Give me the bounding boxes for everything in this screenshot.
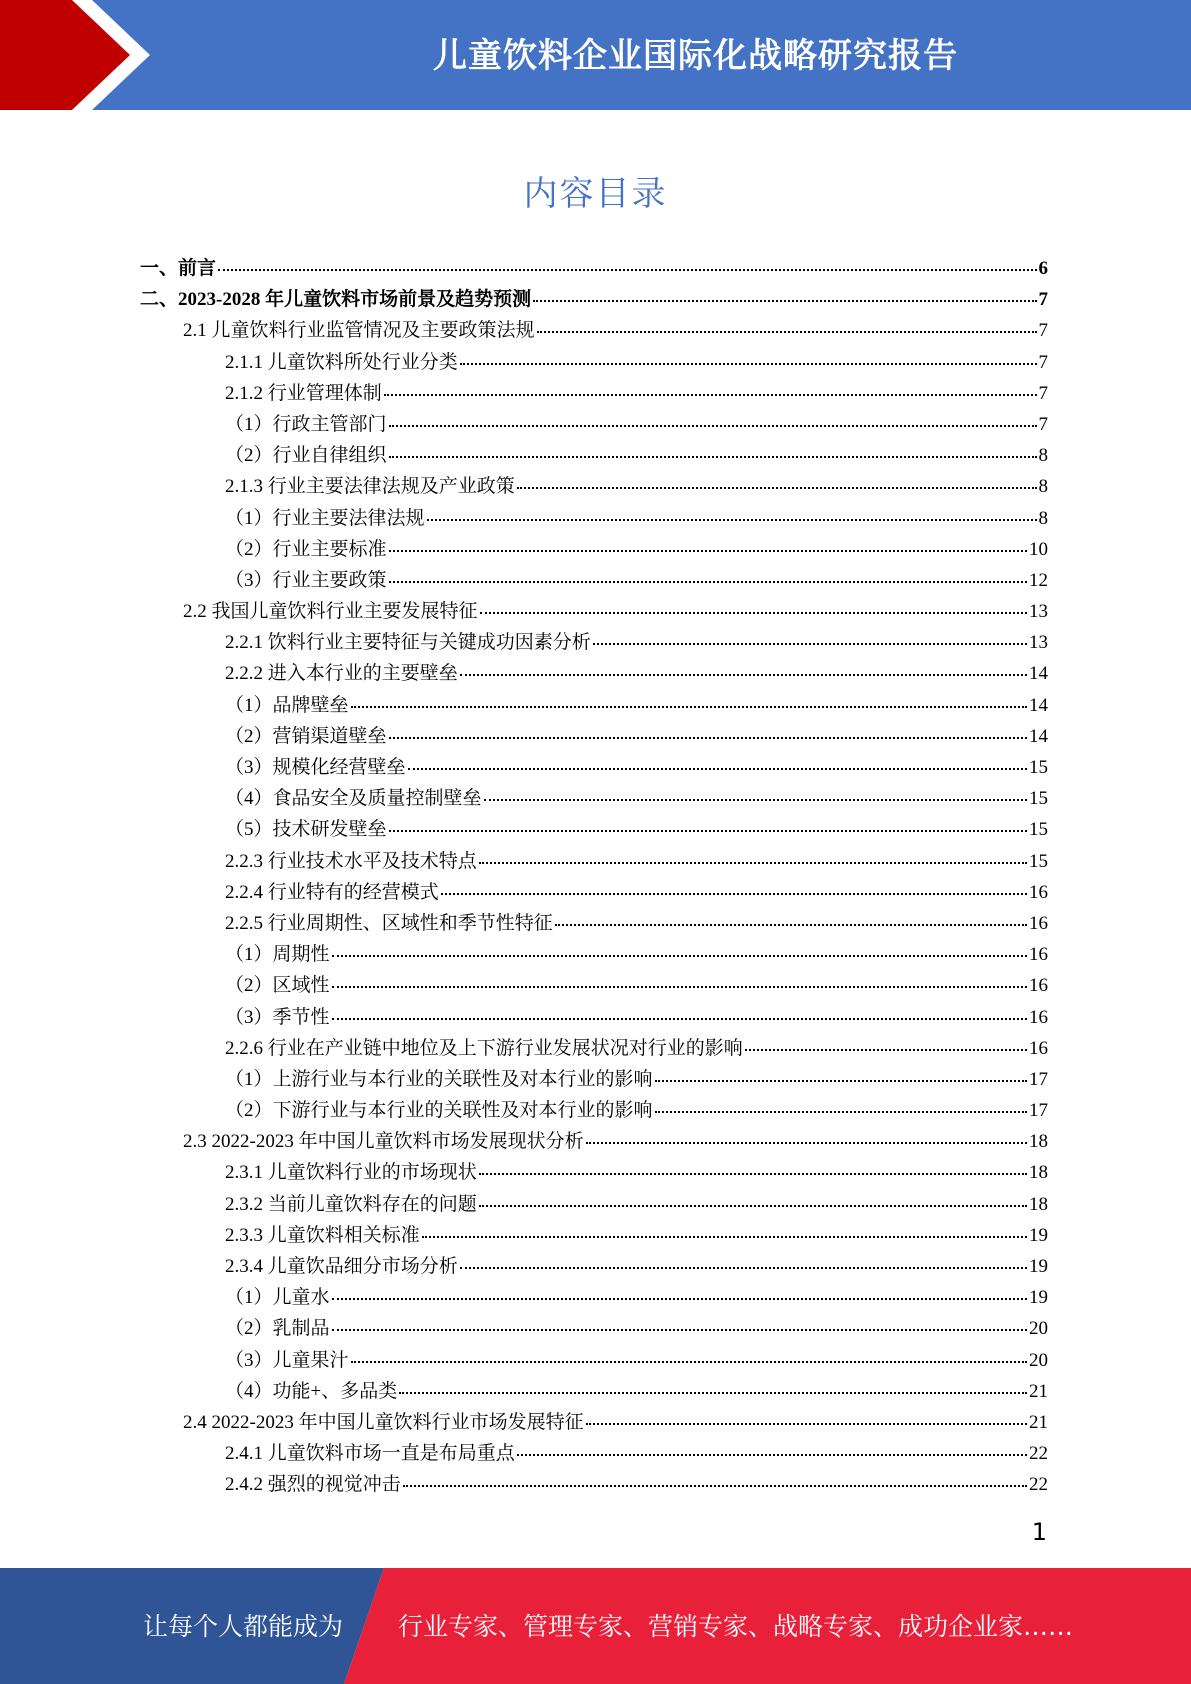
toc-dot-leader <box>332 953 1027 957</box>
toc-entry-title: 2.3.1 儿童饮料行业的市场现状 <box>225 1162 477 1184</box>
toc-dot-leader <box>408 766 1027 770</box>
toc-entry-page: 7 <box>1038 351 1048 373</box>
toc-entry[interactable] <box>140 658 1048 689</box>
toc-entry-title: （2）行业主要标准 <box>225 538 387 560</box>
toc-entry[interactable] <box>140 1469 1048 1500</box>
toc-entry-page: 22 <box>1029 1443 1048 1465</box>
toc-entry[interactable] <box>140 721 1048 752</box>
toc-entry-page: 8 <box>1038 476 1048 498</box>
toc-dot-leader <box>332 984 1027 988</box>
toc-entry-page: 16 <box>1029 975 1048 997</box>
toc-entry-page: 21 <box>1029 1411 1048 1433</box>
toc-entry-title: （2）营销渠道壁垒 <box>225 725 387 747</box>
toc-dot-leader <box>460 361 1037 365</box>
toc-entry[interactable] <box>140 970 1048 1001</box>
toc-entry-page: 19 <box>1029 1287 1048 1309</box>
toc-entry-title: 2.2.3 行业技术水平及技术特点 <box>225 850 477 872</box>
toc-dot-leader <box>218 267 1036 271</box>
toc-entry-title: 2.2.4 行业特有的经营模式 <box>225 881 439 903</box>
toc-entry-page: 7 <box>1038 320 1048 342</box>
toc-entry[interactable] <box>140 1126 1048 1157</box>
toc-dot-leader <box>332 1327 1027 1331</box>
toc-dot-leader <box>332 1016 1027 1020</box>
toc-entry-page: 7 <box>1038 413 1048 435</box>
toc-entry-page: 7 <box>1038 289 1048 311</box>
toc-entry-title: 2.1 儿童饮料行业监管情况及主要政策法规 <box>183 320 535 342</box>
toc-entry-title: 2.1.2 行业管理体制 <box>225 382 382 404</box>
toc-dot-leader <box>389 454 1037 458</box>
toc-entry-title: 二、2023-2028 年儿童饮料市场前景及趋势预测 <box>140 289 532 311</box>
report-title: 儿童饮料企业国际化战略研究报告 <box>433 36 958 76</box>
toc-entry-title: （1）周期性 <box>225 944 330 966</box>
toc-dot-leader <box>389 548 1027 552</box>
toc-entry-title: 2.2.6 行业在产业链中地位及上下游行业发展状况对行业的影响 <box>225 1037 743 1059</box>
toc-entry-title: 2.2.1 饮料行业主要特征与关键成功因素分析 <box>225 632 591 654</box>
toc-dot-leader <box>586 1140 1027 1144</box>
toc-dot-leader <box>460 1265 1027 1269</box>
toc-entry[interactable] <box>140 783 1048 814</box>
toc-entry-page: 8 <box>1038 507 1048 529</box>
toc-entry[interactable] <box>140 503 1048 534</box>
toc-dot-leader <box>384 392 1037 396</box>
toc-entry[interactable] <box>140 596 1048 627</box>
toc-entry-title: 一、前言 <box>140 258 217 279</box>
toc-dot-leader <box>389 735 1027 739</box>
page-number: 1 <box>1031 1518 1047 1546</box>
toc-dot-leader <box>427 517 1037 521</box>
toc-entry[interactable] <box>140 347 1048 378</box>
toc-entry-page: 17 <box>1029 1100 1048 1122</box>
toc-dot-leader <box>441 891 1027 895</box>
toc-entry[interactable] <box>140 752 1048 783</box>
toc-entry-title: （1）品牌壁垒 <box>225 694 349 716</box>
toc-entry[interactable] <box>140 315 1048 346</box>
toc-entry-page: 13 <box>1029 632 1048 654</box>
toc-entry[interactable] <box>140 378 1048 409</box>
toc-dot-leader <box>479 860 1027 864</box>
toc-entry-page: 22 <box>1029 1474 1048 1496</box>
toc-entry-title: 2.1.3 行业主要法律法规及产业政策 <box>225 476 515 498</box>
toc-entry[interactable] <box>140 1064 1048 1095</box>
toc-entry[interactable] <box>140 565 1048 596</box>
header-band <box>0 0 1191 110</box>
toc-entry-page: 16 <box>1029 1006 1048 1028</box>
toc-entry-page: 14 <box>1029 663 1048 685</box>
toc-entry-title: （3）儿童果汁 <box>225 1349 349 1371</box>
toc-entry-page: 18 <box>1029 1162 1048 1184</box>
toc-entry-page: 16 <box>1029 1037 1048 1059</box>
toc-entry-page: 16 <box>1029 881 1048 903</box>
toc-dot-leader <box>593 641 1027 645</box>
toc-entry[interactable] <box>140 471 1048 502</box>
toc-dot-leader <box>517 1452 1027 1456</box>
toc-entry-title: （2）下游行业与本行业的关联性及对本行业的影响 <box>225 1100 653 1122</box>
toc-entry-page: 19 <box>1029 1224 1048 1246</box>
toc-entry-title: （4）食品安全及质量控制壁垒 <box>225 788 482 810</box>
toc-entry-title: 2.4.2 强烈的视觉冲击 <box>225 1474 401 1496</box>
toc-entry-page: 20 <box>1029 1349 1048 1371</box>
toc-entry[interactable] <box>140 939 1048 970</box>
toc-entry[interactable] <box>140 627 1048 658</box>
toc-dot-leader <box>655 1109 1027 1113</box>
toc-entry[interactable] <box>140 1220 1048 1251</box>
toc-entry-page: 16 <box>1029 944 1048 966</box>
toc-entry-title: 2.2 我国儿童饮料行业主要发展特征 <box>183 601 478 623</box>
toc-dot-leader <box>537 329 1037 333</box>
toc-dot-leader <box>351 1359 1027 1363</box>
toc-entry[interactable] <box>140 284 1048 315</box>
toc-entry-page: 19 <box>1029 1256 1048 1277</box>
toc-entry-page: 15 <box>1029 850 1048 872</box>
toc-dot-leader <box>422 1234 1027 1238</box>
toc-dot-leader <box>533 298 1036 302</box>
toc-entry-page: 18 <box>1029 1131 1048 1153</box>
toc-entry[interactable] <box>140 1282 1048 1313</box>
toc-entry[interactable] <box>140 1251 1048 1282</box>
toc-dot-leader <box>479 1203 1027 1207</box>
toc-dot-leader <box>517 485 1037 489</box>
toc-dot-leader <box>389 579 1027 583</box>
footer-slogan-right: 行业专家、管理专家、营销专家、战略专家、成功企业家…… <box>398 1612 1074 1641</box>
toc-dot-leader <box>332 1296 1027 1300</box>
footer-band <box>0 1568 1191 1684</box>
toc-entry[interactable] <box>140 1095 1048 1126</box>
toc-entry-page: 21 <box>1029 1380 1048 1402</box>
toc-entry-page: 14 <box>1029 694 1048 716</box>
toc-entry-title: （2）区域性 <box>225 975 330 997</box>
toc-entry[interactable] <box>140 440 1048 471</box>
toc-entry[interactable] <box>140 1407 1048 1438</box>
toc-entry-title: （1）行政主管部门 <box>225 413 387 435</box>
toc-entry-page: 12 <box>1029 569 1048 591</box>
toc-entry-page: 7 <box>1038 382 1048 404</box>
footer-slogan-left: 让每个人都能成为 <box>143 1612 344 1641</box>
toc-entry-title: （2）行业自律组织 <box>225 445 387 467</box>
toc-entry-title: （3）规模化经营壁垒 <box>225 757 406 778</box>
toc-entry-title: （3）行业主要政策 <box>225 569 387 591</box>
toc-entry[interactable] <box>140 814 1048 845</box>
toc-entry[interactable] <box>140 409 1048 440</box>
toc-entry[interactable] <box>140 1376 1048 1407</box>
toc-dot-leader <box>484 797 1027 801</box>
toc-entry-title: 2.3 2022-2023 年中国儿童饮料市场发展现状分析 <box>183 1131 584 1153</box>
toc-entry[interactable] <box>140 1438 1048 1469</box>
toc-entry-page: 15 <box>1029 788 1048 810</box>
toc-entry-title: （1）儿童水 <box>225 1287 330 1309</box>
toc-entry[interactable] <box>140 690 1048 721</box>
toc-dot-leader <box>403 1483 1027 1487</box>
toc-entry-page: 15 <box>1029 757 1048 778</box>
toc-entry[interactable] <box>140 877 1048 908</box>
toc-entry-title: （5）技术研发壁垒 <box>225 819 387 841</box>
toc-entry[interactable] <box>140 534 1048 565</box>
toc-dot-leader <box>655 1078 1027 1082</box>
toc-dot-leader <box>555 922 1027 926</box>
toc-entry-page: 14 <box>1029 725 1048 747</box>
toc-entry-title: 2.1.1 儿童饮料所处行业分类 <box>225 351 458 373</box>
toc-entry-page: 20 <box>1029 1318 1048 1340</box>
toc-entry-page: 6 <box>1038 258 1048 279</box>
toc-entry-page: 13 <box>1029 601 1048 623</box>
toc-dot-leader <box>399 1390 1027 1394</box>
toc-entry[interactable] <box>140 1033 1048 1064</box>
toc-entry-title: 2.4.1 儿童饮料市场一直是布局重点 <box>225 1443 515 1465</box>
toc-entry[interactable] <box>140 1157 1048 1188</box>
toc-entry-title: （4）功能+、多品类 <box>225 1380 398 1402</box>
toc-entry[interactable] <box>140 846 1048 877</box>
toc-entry[interactable] <box>140 1313 1048 1344</box>
toc-entry-title: （3）季节性 <box>225 1006 330 1028</box>
toc-entry-title: 2.2.5 行业周期性、区域性和季节性特征 <box>225 912 553 934</box>
toc-dot-leader <box>479 1171 1027 1175</box>
toc-entry[interactable] <box>140 908 1048 939</box>
toc-dot-leader <box>351 704 1027 708</box>
toc-entry[interactable] <box>140 1189 1048 1220</box>
toc-entry-title: 2.3.2 当前儿童饮料存在的问题 <box>225 1193 477 1215</box>
toc-entry[interactable] <box>140 1002 1048 1033</box>
toc-entry-page: 17 <box>1029 1068 1048 1090</box>
toc-entry-page: 15 <box>1029 819 1048 841</box>
table-of-contents <box>140 253 1048 1501</box>
toc-entry-page: 10 <box>1029 538 1048 560</box>
toc-entry-title: 2.3.4 儿童饮品细分市场分析 <box>225 1256 458 1277</box>
toc-entry[interactable] <box>140 1345 1048 1376</box>
toc-dot-leader <box>460 672 1027 676</box>
toc-dot-leader <box>480 610 1027 614</box>
toc-entry-title: 2.2.2 进入本行业的主要壁垒 <box>225 663 458 685</box>
toc-entry-title: （1）行业主要法律法规 <box>225 507 425 529</box>
toc-entry-title: （2）乳制品 <box>225 1318 330 1340</box>
toc-dot-leader <box>586 1421 1027 1425</box>
toc-entry[interactable] <box>140 253 1048 284</box>
toc-dot-leader <box>389 423 1037 427</box>
toc-entry-page: 18 <box>1029 1193 1048 1215</box>
toc-dot-leader <box>389 828 1027 832</box>
toc-dot-leader <box>745 1047 1027 1051</box>
toc-entry-title: 2.3.3 儿童饮料相关标准 <box>225 1224 420 1246</box>
toc-entry-title: （1）上游行业与本行业的关联性及对本行业的影响 <box>225 1068 653 1090</box>
toc-entry-title: 2.4 2022-2023 年中国儿童饮料行业市场发展特征 <box>183 1411 584 1433</box>
toc-entry-page: 16 <box>1029 912 1048 934</box>
toc-heading: 内容目录 <box>523 174 668 214</box>
toc-entry-page: 8 <box>1038 445 1048 467</box>
